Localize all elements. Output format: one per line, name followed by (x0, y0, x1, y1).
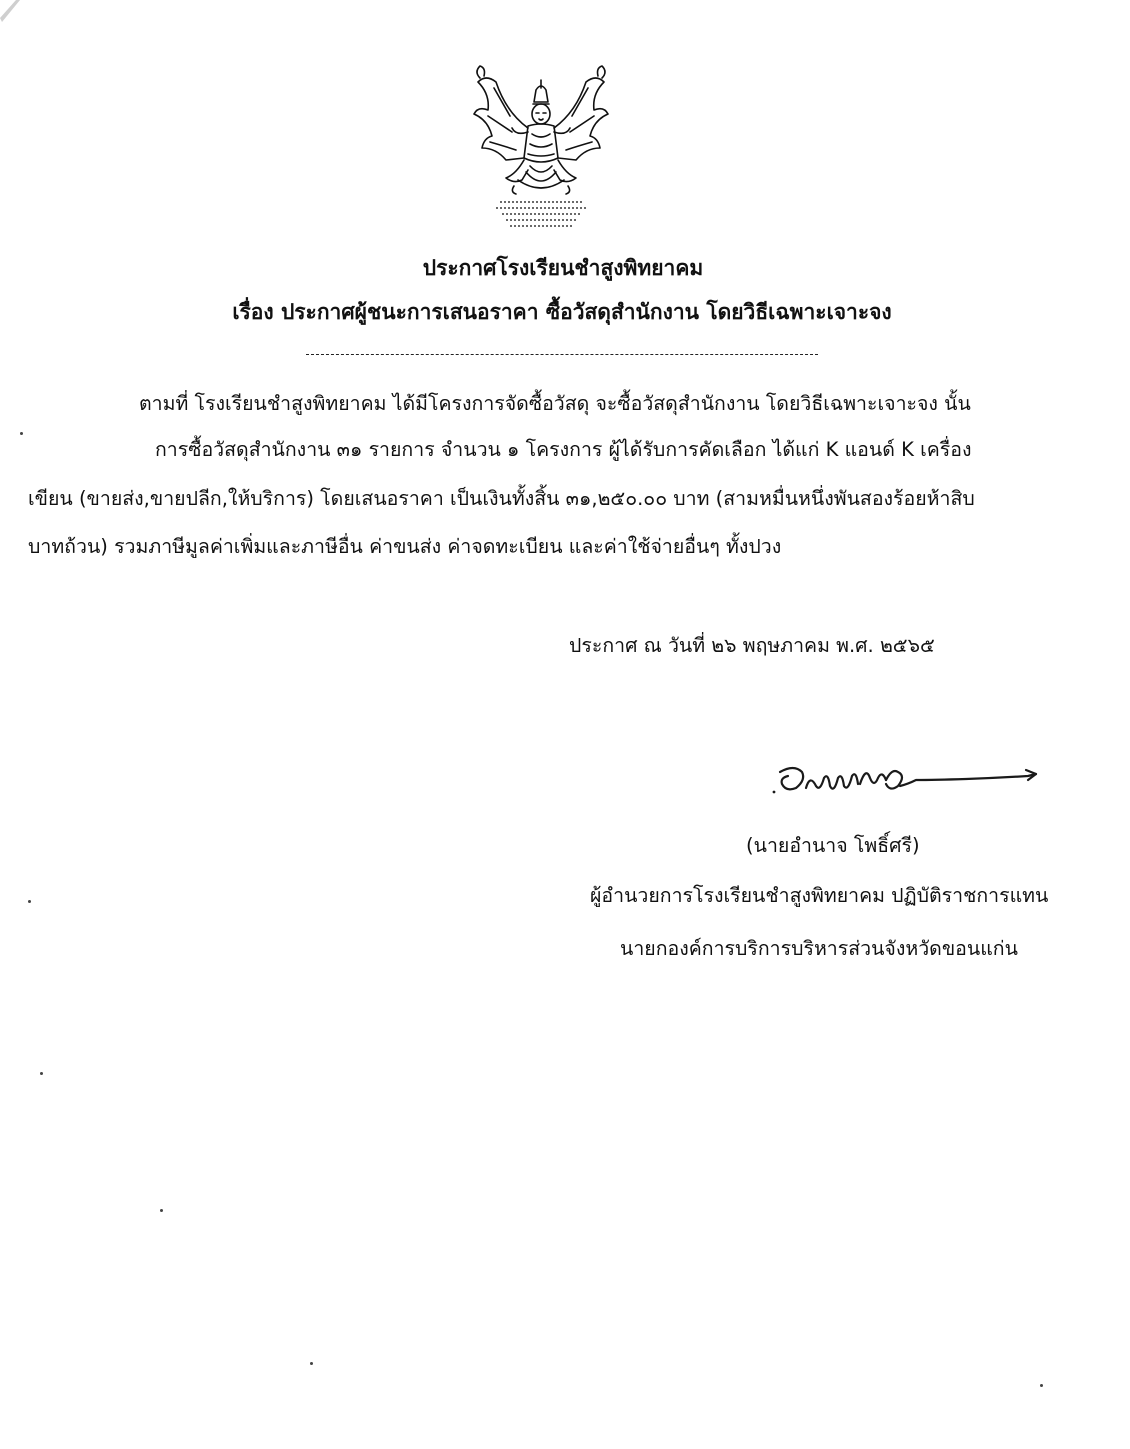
announcement-date: ประกาศ ณ วันที่ ๒๖ พฤษภาคม พ.ศ. ๒๕๖๕ (569, 634, 935, 657)
document-title: ประกาศโรงเรียนชำสูงพิทยาคม (422, 256, 704, 280)
scan-speck (1040, 1384, 1043, 1387)
signatory-position-2: นายกองค์การบริการบริหารส่วนจังหวัดขอนแก่น (620, 937, 1018, 960)
scan-speck (20, 432, 23, 435)
signatory-name: (นายอำนาจ โพธิ์ศรี) (746, 834, 920, 857)
body-line-4: บาทถ้วน) รวมภาษีมูลค่าเพิ่มและภาษีอื่น ค่าขนส่ง ค่าจดทะเบียน และค่าใช้จ่ายอื่นๆ ทั้งปวง (28, 535, 782, 558)
body-line-2: การซื้อวัสดุสำนักงาน ๓๑ รายการ จำนวน ๑ โครงการ ผู้ได้รับการคัดเลือก ได้แก่ K แอนด์ K เครื่อง (155, 438, 972, 461)
title-divider (306, 354, 818, 355)
scan-speck (160, 1209, 163, 1212)
scan-corner-mark (0, 0, 40, 30)
body-line-3: เขียน (ขายส่ง,ขายปลีก,ให้บริการ) โดยเสนอราคา เป็นเงินทั้งสิ้น ๓๑,๒๕๐.๐๐ บาท (สามหมื่นหนึ่งพันสองร้อยห้าสิบ (28, 487, 975, 510)
scan-speck (40, 1072, 43, 1075)
body-line-1: ตามที่ โรงเรียนชำสูงพิทยาคม ได้มีโครงการจัดซื้อวัสดุ จะซื้อวัสดุสำนักงาน โดยวิธีเฉพาะเจาะจง นั้น (139, 392, 971, 415)
garuda-emblem-icon (466, 62, 616, 244)
scan-speck (28, 900, 31, 903)
signatory-position-1: ผู้อำนวยการโรงเรียนชำสูงพิทยาคม ปฏิบัติราชการแทน (590, 884, 1049, 907)
document-subject: เรื่อง ประกาศผู้ชนะการเสนอราคา ซื้อวัสดุสำนักงาน โดยวิธีเฉพาะเจาะจง (232, 300, 892, 324)
scan-speck (310, 1362, 313, 1365)
handwritten-signature (766, 762, 1046, 806)
